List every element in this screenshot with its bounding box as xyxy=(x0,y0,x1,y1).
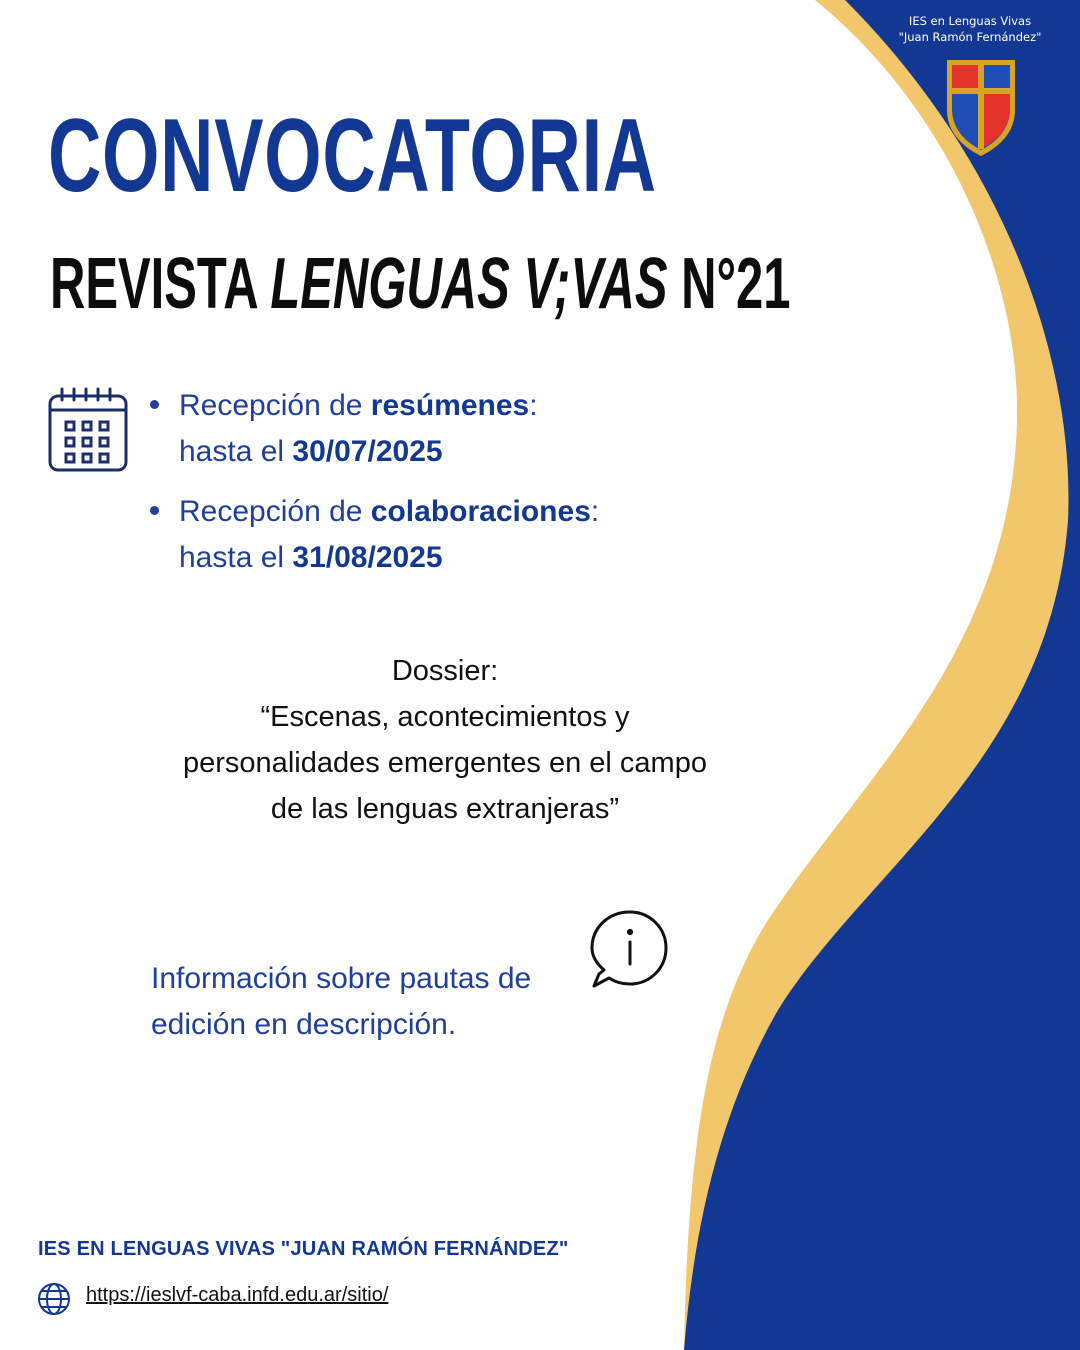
shield-logo xyxy=(945,58,1017,158)
deadline-line-1: Recepción de resúmenes: xyxy=(179,389,538,422)
deadline-item: colaboraciones xyxy=(370,495,591,528)
dossier-block xyxy=(100,648,790,832)
dossier-label: Dossier: xyxy=(391,655,499,687)
dossier-title-line3: de las lenguas extranjeras” xyxy=(270,793,620,825)
info-line2: edición en descripción. xyxy=(151,1008,457,1041)
calendar-icon xyxy=(48,386,128,476)
dossier-title-line1: “Escenas, acontecimientos y xyxy=(260,701,630,733)
deadline-abstracts xyxy=(150,383,538,475)
info-line1: Información sobre pautas de xyxy=(151,962,532,995)
magazine-subtitle xyxy=(50,244,791,324)
bullet-dot xyxy=(150,506,159,515)
footer-org-name: IES EN LENGUAS VIVAS "JUAN RAMÓN FERNÁNDEZ" xyxy=(38,1238,569,1260)
deadline-line-1: Recepción de colaboraciones: xyxy=(179,495,600,528)
info-bubble-icon xyxy=(588,908,670,990)
institution-name-line1: IES en Lenguas Vivas xyxy=(908,14,1032,28)
subtitle-prefix: REVISTA xyxy=(50,244,271,324)
info-note xyxy=(151,956,531,1048)
institution-name-line2: "Juan Ramón Fernández" xyxy=(898,30,1042,44)
globe-icon xyxy=(37,1282,71,1316)
deadline-line-2: hasta el 30/07/2025 xyxy=(179,435,443,468)
institution-header xyxy=(868,13,1072,45)
bullet-dot xyxy=(150,400,159,409)
deadline-collaborations xyxy=(150,489,599,581)
issue-number: N°21 xyxy=(667,244,791,324)
deadline-line-2: hasta el 31/08/2025 xyxy=(179,541,443,574)
page-title: CONVOCATORIA xyxy=(48,98,657,214)
website-link[interactable]: https://ieslvf-caba.infd.edu.ar/sitio/ xyxy=(86,1284,389,1306)
deadline-date: 30/07/2025 xyxy=(292,435,443,468)
magazine-name: LENGUAS V;VAS xyxy=(270,244,668,324)
deadline-date: 31/08/2025 xyxy=(292,541,443,574)
deadline-item: resúmenes xyxy=(370,389,530,422)
dossier-title-line2: personalidades emergentes en el campo xyxy=(183,747,707,779)
